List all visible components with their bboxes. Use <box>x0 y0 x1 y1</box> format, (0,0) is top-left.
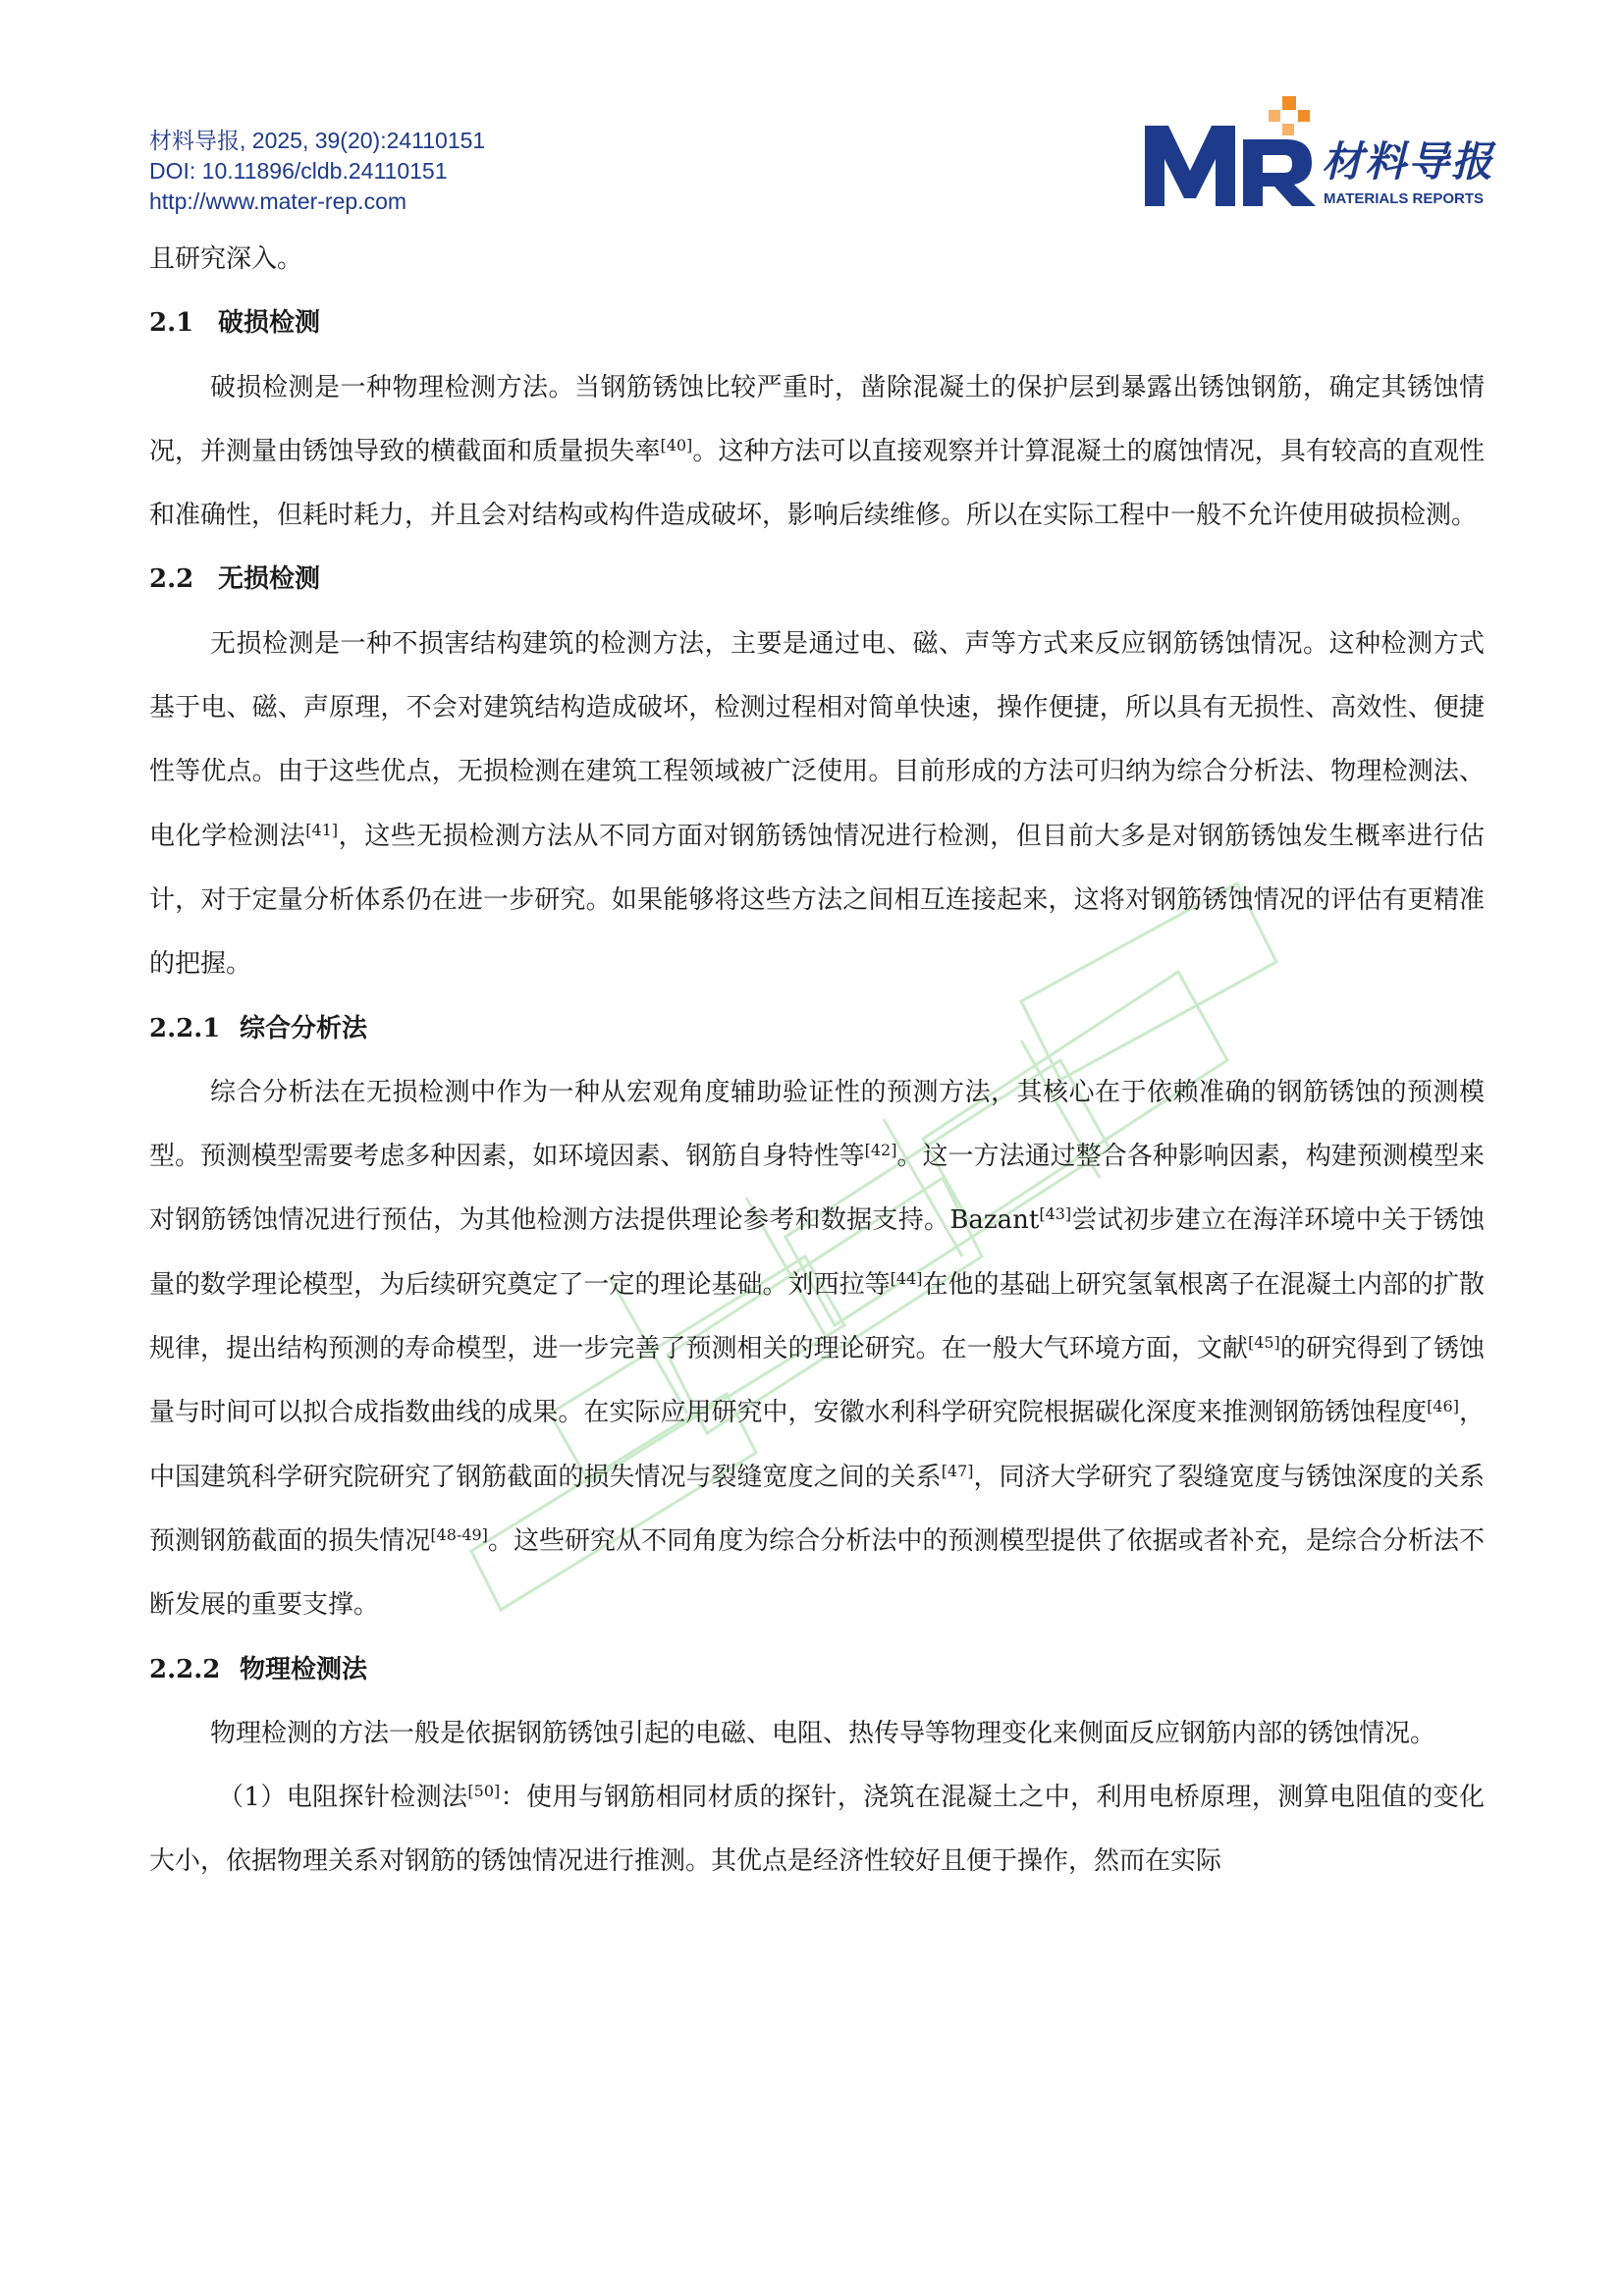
citation-ref[interactable]: [44] <box>890 1268 923 1288</box>
page-header <box>149 126 1495 234</box>
citation-ref[interactable]: [42] <box>864 1141 897 1160</box>
section-heading-2-2-2 <box>149 1638 1485 1702</box>
citation-ref[interactable]: [43] <box>1039 1204 1072 1224</box>
section-number: 2.1 <box>149 308 194 339</box>
logo-r-letter <box>1243 139 1316 206</box>
logo-accent-square <box>1282 96 1296 110</box>
section-title: 综合分析法 <box>240 1013 368 1043</box>
section-title: 物理检测法 <box>240 1654 368 1684</box>
citation-ref[interactable]: [50] <box>467 1782 501 1801</box>
citation-ref[interactable]: [41] <box>305 820 339 839</box>
article-body <box>149 228 1485 1895</box>
paragraph: 无损检测是一种不损害结构建筑的检测方法，主要是通过电、磁、声等方式来反应钢筋锈蚀情况。这种检测方式基于电、磁、声原理，不会对建筑结构造成破坏，检测过程相对简单快速，操作便捷，所以具有无损性、高效性、便捷性等优点。由于这些优点，无损检测在建筑工程领域被广泛使用。目前形成的方法可归纳为综合分析法、物理检测法、电化学检测法[41]，这些无损检测方法从不同方面对钢筋锈蚀情况进行检测，但目前大多是对钢筋锈蚀发生概率进行估计，对于定量分析体系仍在进一步研究。如果能够将这些方法之间相互连接起来，这将对钢筋锈蚀情况的评估有更精准的把握。 <box>149 628 1485 980</box>
citation-ref[interactable]: [40] <box>660 435 693 454</box>
section-number: 2.2.2 <box>149 1654 221 1684</box>
section-number: 2.2.1 <box>149 1013 221 1043</box>
url-line: http://www.mater-rep.com <box>149 188 407 214</box>
paragraph-continuation: 且研究深入。 <box>149 244 303 274</box>
logo-accent-square <box>1269 110 1280 122</box>
journal-logo <box>1139 96 1495 214</box>
section-title: 无损检测 <box>218 564 321 595</box>
section-title: 破损检测 <box>218 308 321 339</box>
paragraph: （1）电阻探针检测法[50]：使用与钢筋相同材质的探针，浇筑在混凝土之中，利用电桥原理，测算电阻值的变化大小，依据物理关系对钢筋的锈蚀情况进行推测。其优点是经济性较好且便于操作，然而在实际 <box>149 1782 1485 1877</box>
logo-m-letter <box>1145 126 1235 206</box>
paragraph: 破损检测是一种物理检测方法。当钢筋锈蚀比较严重时，凿除混凝土的保护层到暴露出锈蚀钢筋，确定其锈蚀情况，并测量由锈蚀导致的横截面和质量损失率[40]。这种方法可以直接观察并计算混凝土的腐蚀情况，具有较高的直观性和准确性，但耗时耗力，并且会对结构或构件造成破坏，影响后续维修。所以在实际工程中一般不允许使用破损检测。 <box>149 372 1485 531</box>
paragraph: 物理检测的方法一般是依据钢筋锈蚀引起的电磁、电阻、热传导等物理变化来侧面反应钢筋内部的锈蚀情况。 <box>210 1718 1436 1748</box>
logo-cn-text: 材料导报 <box>1322 137 1495 186</box>
logo-accent-square <box>1282 124 1294 135</box>
citation-ref[interactable]: [47] <box>941 1461 974 1480</box>
citation-line: 材料导报, 2025, 39(20):24110151 <box>149 128 486 153</box>
section-heading-2-2-1 <box>149 997 1485 1061</box>
citation-ref[interactable]: [46] <box>1427 1397 1459 1416</box>
logo-accent-square <box>1298 110 1310 122</box>
section-number: 2.2 <box>149 564 194 595</box>
paragraph: 综合分析法在无损检测中作为一种从宏观角度辅助验证性的预测方法，其核心在于依赖准确的钢筋锈蚀的预测模型。预测模型需要考虑多种因素，如环境因素、钢筋自身特性等[42]。这一方法通过整合各种影响因素，构建预测模型来对钢筋锈蚀情况进行预估，为其他检测方法提供理论参考和数据支持。Bazant[43]尝试初步建立在海洋环境中关于锈蚀量的数学理论模型，为后续研究奠定了一定的理论基础。刘西拉等[44]在他的基础上研究氢氧根离子在混凝土内部的扩散规律，提出结构预测的寿命模型，进一步完善了预测相关的理论研究。在一般大气环境方面，文献[45]的研究得到了锈蚀量与时间可以拟合成指数曲线的成果。在实际应用研究中，安徽水利科学研究院根据碳化深度来推测钢筋锈蚀程度[46]，中国建筑科学研究院研究了钢筋截面的损失情况与裂缝宽度之间的关系[47]，同济大学研究了裂缝宽度与锈蚀深度的关系预测钢筋截面的损失情况[48-49]。这些研究从不同角度为综合分析法中的预测模型提供了依据或者补充，是综合分析法不断发展的重要支撑。 <box>149 1077 1485 1621</box>
citation-ref[interactable]: [48-49] <box>430 1524 488 1544</box>
section-heading-2-2 <box>149 548 1485 612</box>
journal-meta <box>149 126 485 217</box>
logo-en-text: MATERIALS REPORTS <box>1324 190 1485 207</box>
section-heading-2-1 <box>149 292 1485 355</box>
doi-line: DOI: 10.11896/cldb.24110151 <box>149 158 448 184</box>
citation-ref[interactable]: [45] <box>1247 1333 1280 1353</box>
